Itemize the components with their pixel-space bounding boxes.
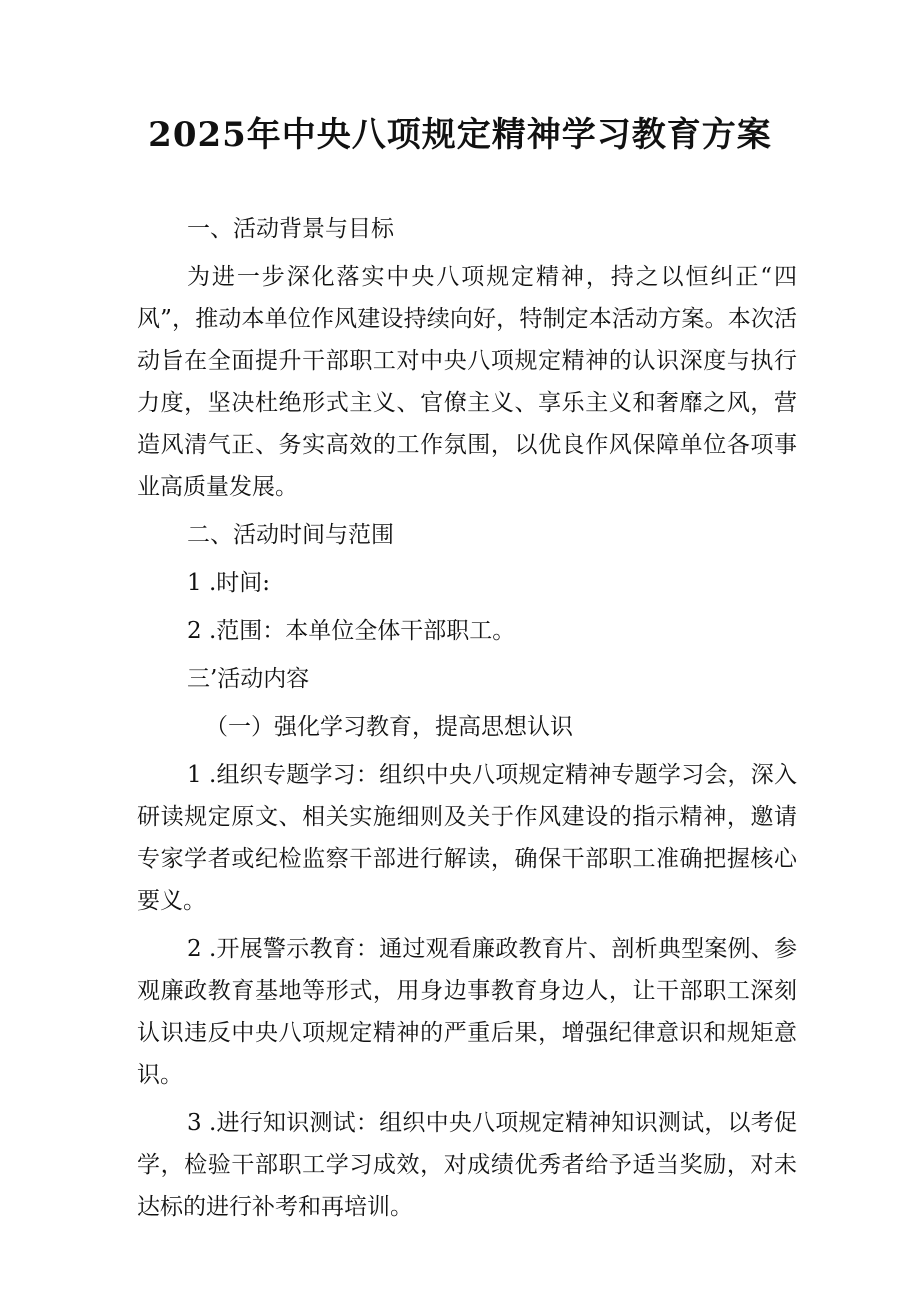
item-number: 2 xyxy=(187,618,202,644)
list-item xyxy=(137,610,797,652)
subsection-heading: （一）强化学习教育，提高思想认识 xyxy=(205,714,573,740)
list-item xyxy=(137,754,797,922)
item-text: .范围：本单位全体干部职工。 xyxy=(209,618,516,644)
item-number: 1 xyxy=(187,570,202,596)
section-paragraph-1: 为进一步深化落实中央八项规定精神，持之以恒纠正“四风”，推动本单位作风建设持续向好，特制定本活动方案。本次活动旨在全面提升干部职工对中央八项规定精神的认识深度与执行力度，坚决杜绝形式主义、官僚主义、享乐主义和奢靡之风，营造风清气正、务实高效的工作氛围，以优良作风保障单位各项事业高质量发展。 xyxy=(137,264,797,500)
section-heading-3: 三’活动内容 xyxy=(187,666,310,692)
item-text: .时间: xyxy=(209,570,271,596)
list-item xyxy=(137,562,797,604)
list-item xyxy=(137,928,797,1096)
section-heading-1: 一、活动背景与目标 xyxy=(187,216,394,242)
list-item xyxy=(137,1102,797,1228)
document-body xyxy=(137,208,797,1234)
item-text: .开展警示教育：通过观看廉政教育片、剖析典型案例、参观廉政教育基地等形式，用身边事教育身边人，让干部职工深刻认识违反中央八项规定精神的严重后果，增强纪律意识和规矩意识。 xyxy=(137,936,797,1088)
item-text: .组织专题学习：组织中央八项规定精神专题学习会，深入研读规定原文、相关实施细则及关于作风建设的指示精神，邀请专家学者或纪检监察干部进行解读，确保干部职工准确把握核心要义。 xyxy=(137,762,797,914)
item-number: 3 xyxy=(187,1110,202,1136)
section-heading-2: 二、活动时间与范围 xyxy=(187,522,394,548)
item-number: 2 xyxy=(187,936,202,962)
item-text: .进行知识测试：组织中央八项规定精神知识测试，以考促学，检验干部职工学习成效，对成绩优秀者给予适当奖励，对未达标的进行补考和再培训。 xyxy=(137,1110,797,1220)
item-number: 1 xyxy=(187,762,202,788)
document-title: 2025年中央八项规定精神学习教育方案 xyxy=(148,115,772,155)
